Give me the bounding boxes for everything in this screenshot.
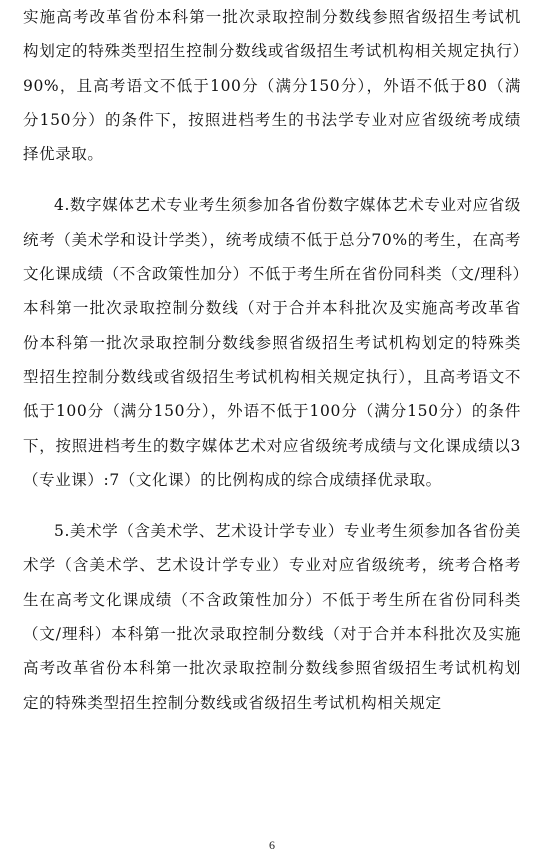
paragraph-item-4: 4.数字媒体艺术专业考生须参加各省份数字媒体艺术专业对应省级统考（美术学和设计学类），统考成绩不低于总分70%的考生，在高考文化课成绩（不含政策性加分）不低于考生所在省份同科类（文/理科）本科第一批次录取控制分数线（对于合并本科批次及实施高考改革省份本科第一批次录取控制分数线参照省级招生考试机构划定的特殊类型招生控制分数线或省级招生考试机构相关规定执行），且高考语文不低于100分（满分150分），外语不低于100分（满分150分）的条件下，按照进档考生的数字媒体艺术对应省级统考成绩与文化课成绩以3（专业课）:7（文化课）的比例构成的综合成绩择优录取。 (23, 196, 521, 489)
paragraph-continuation: 实施高考改革省份本科第一批次录取控制分数线参照省级招生考试机构划定的特殊类型招生控制分数线或省级招生考试机构相关规定执行）90%，且高考语文不低于100分（满分150分），外语不低于80（满分150分）的条件下，按照进档考生的书法学专业对应省级统考成绩择优录取。 (23, 8, 521, 164)
document-body (23, 0, 521, 720)
page-number: 6 (269, 838, 275, 852)
paragraph-item-5: 5.美术学（含美术学、艺术设计学专业）专业考生须参加各省份美术学（含美术学、艺术设计学专业）专业对应省级统考，统考合格考生在高考文化课成绩（不含政策性加分）不低于考生所在省份同科类（文/理科）本科第一批次录取控制分数线（对于合并本科批次及实施高考改革省份本科第一批次录取控制分数线参照省级招生考试机构划定的特殊类型招生控制分数线或省级招生考试机构相关规定 (23, 522, 521, 712)
